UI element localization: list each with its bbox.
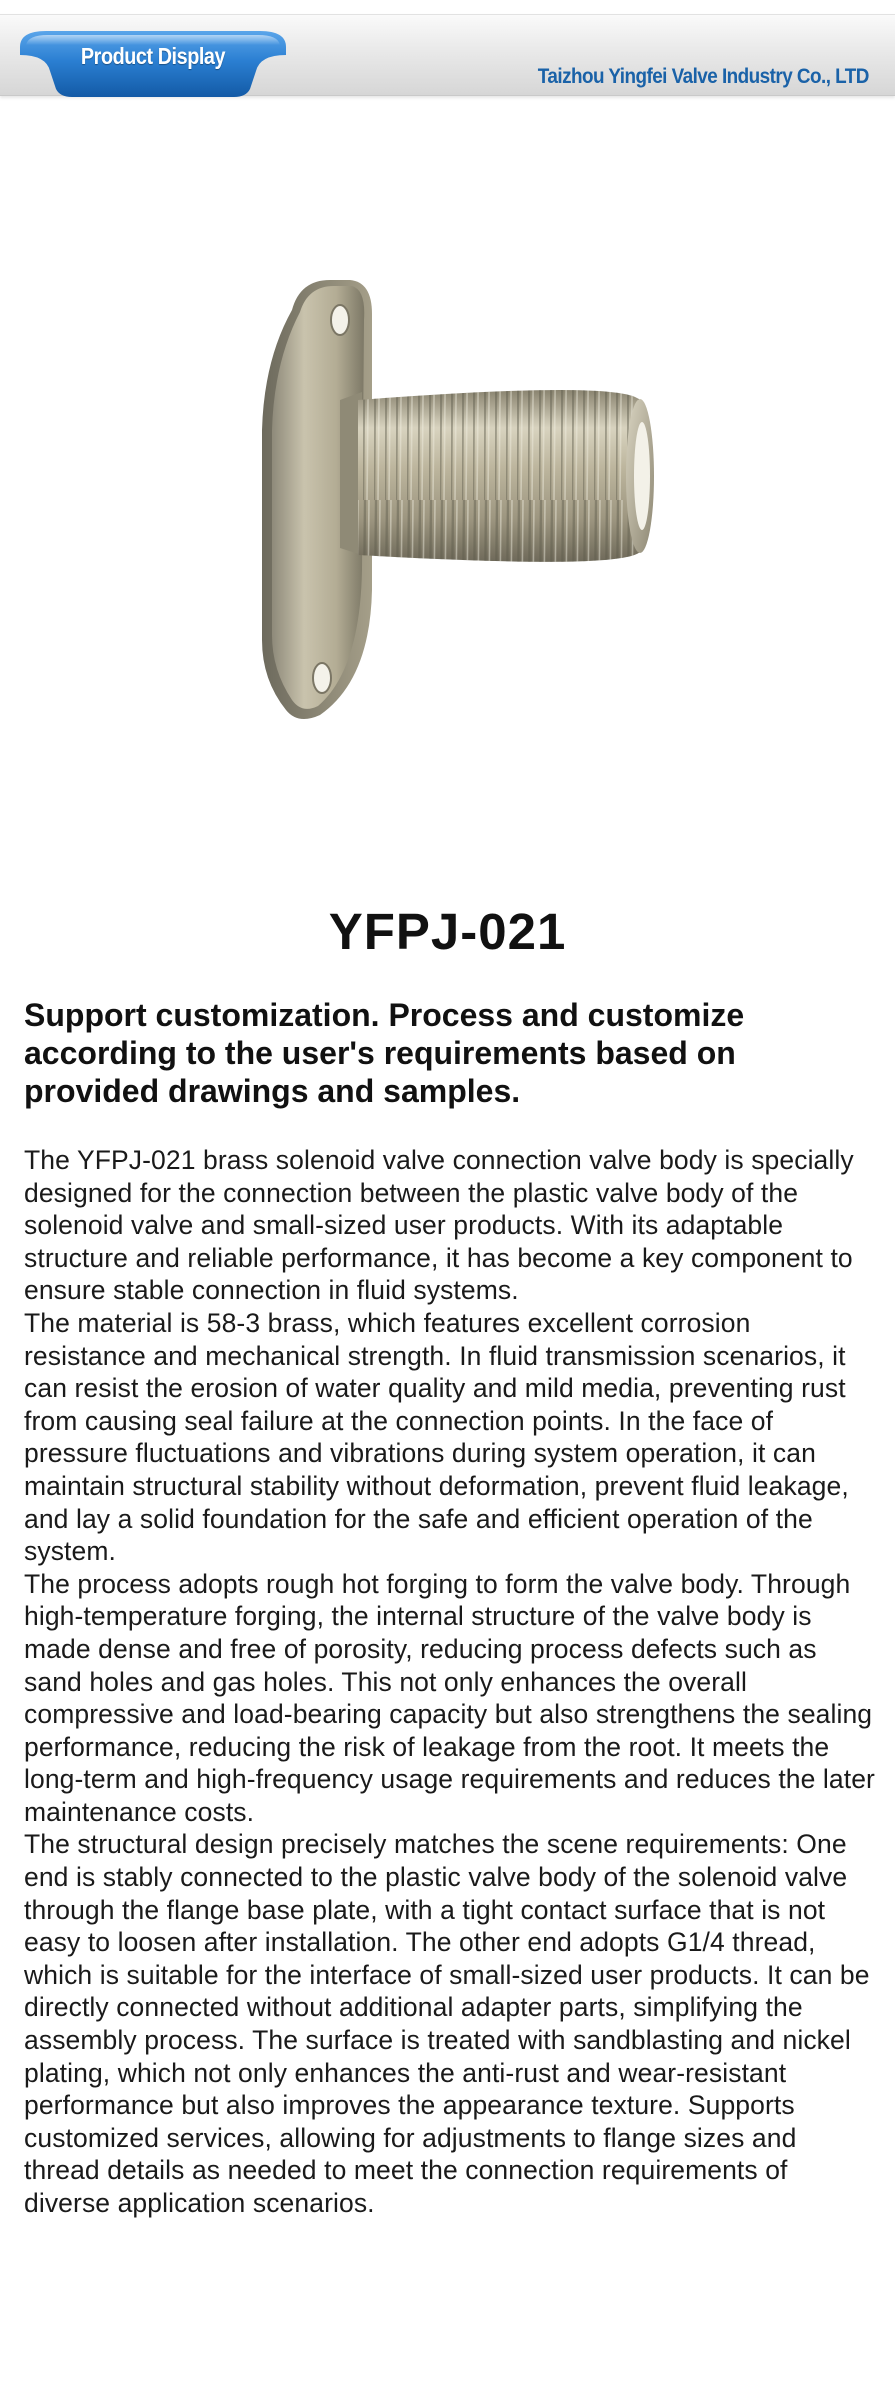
product-photo <box>0 100 895 880</box>
description-paragraph: The material is 58-3 brass, which features excellent corrosion resistance and mechanical strength. In fluid transmission scenarios, it can resist the erosion of water quality and mild media, preventing rust from causing seal failure at the connection points. In the face of pressure fluctuations and vibrations during system operation, it can maintain structural stability without deformation, prevent fluid leakage, and lay a solid foundation for the safe and efficient operation of the system. <box>24 1307 849 1567</box>
product-description <box>24 1144 876 2220</box>
description-paragraph: The process adopts rough hot forging to form the valve body. Through high-temperature forging, the internal structure of the valve body is made dense and free of porosity, reducing process defects such as sand holes and gas holes. This not only enhances the overall compressive and load-bearing capacity but also strengthens the sealing performance, reducing the risk of leakage from the root. It meets the long-term and high-frequency usage requirements and reduces the later maintenance costs. <box>24 1568 875 1827</box>
company-name: Taizhou Yingfei Valve Industry Co., LTD <box>537 65 869 88</box>
customization-subtitle: Support customization. Process and customize according to the user's requirements based on provided drawings and samples. <box>24 997 745 1109</box>
description-paragraph: The YFPJ-021 brass solenoid valve connection valve body is specially designed for the connection between the plastic valve body of the solenoid valve and small-sized user products. With its adaptable structure and reliable performance, it has become a key component to ensure stable connection in fluid systems. <box>24 1145 854 1306</box>
description-paragraph: The structural design precisely matches the scene requirements: One end is stably connected to the plastic valve body of the solenoid valve through the flange base plate, with a tight contact surface that is not easy to loosen after installation. The other end adopts G1/4 thread, which is suitable for the interface of small-sized user products. It can be directly connected without additional adapter parts, simplifying the assembly process. The surface is treated with sandblasting and nickel plating, which not only enhances the anti-rust and wear-resistant performance but also improves the appearance texture. Supports customized services, allowing for adjustments to flange sizes and thread details as needed to meet the connection requirements of diverse application scenarios. <box>24 1829 870 2218</box>
product-model-title: YFPJ-021 <box>328 903 567 960</box>
product-display-tab[interactable]: Product Display <box>80 43 226 69</box>
header-banner <box>0 14 895 96</box>
